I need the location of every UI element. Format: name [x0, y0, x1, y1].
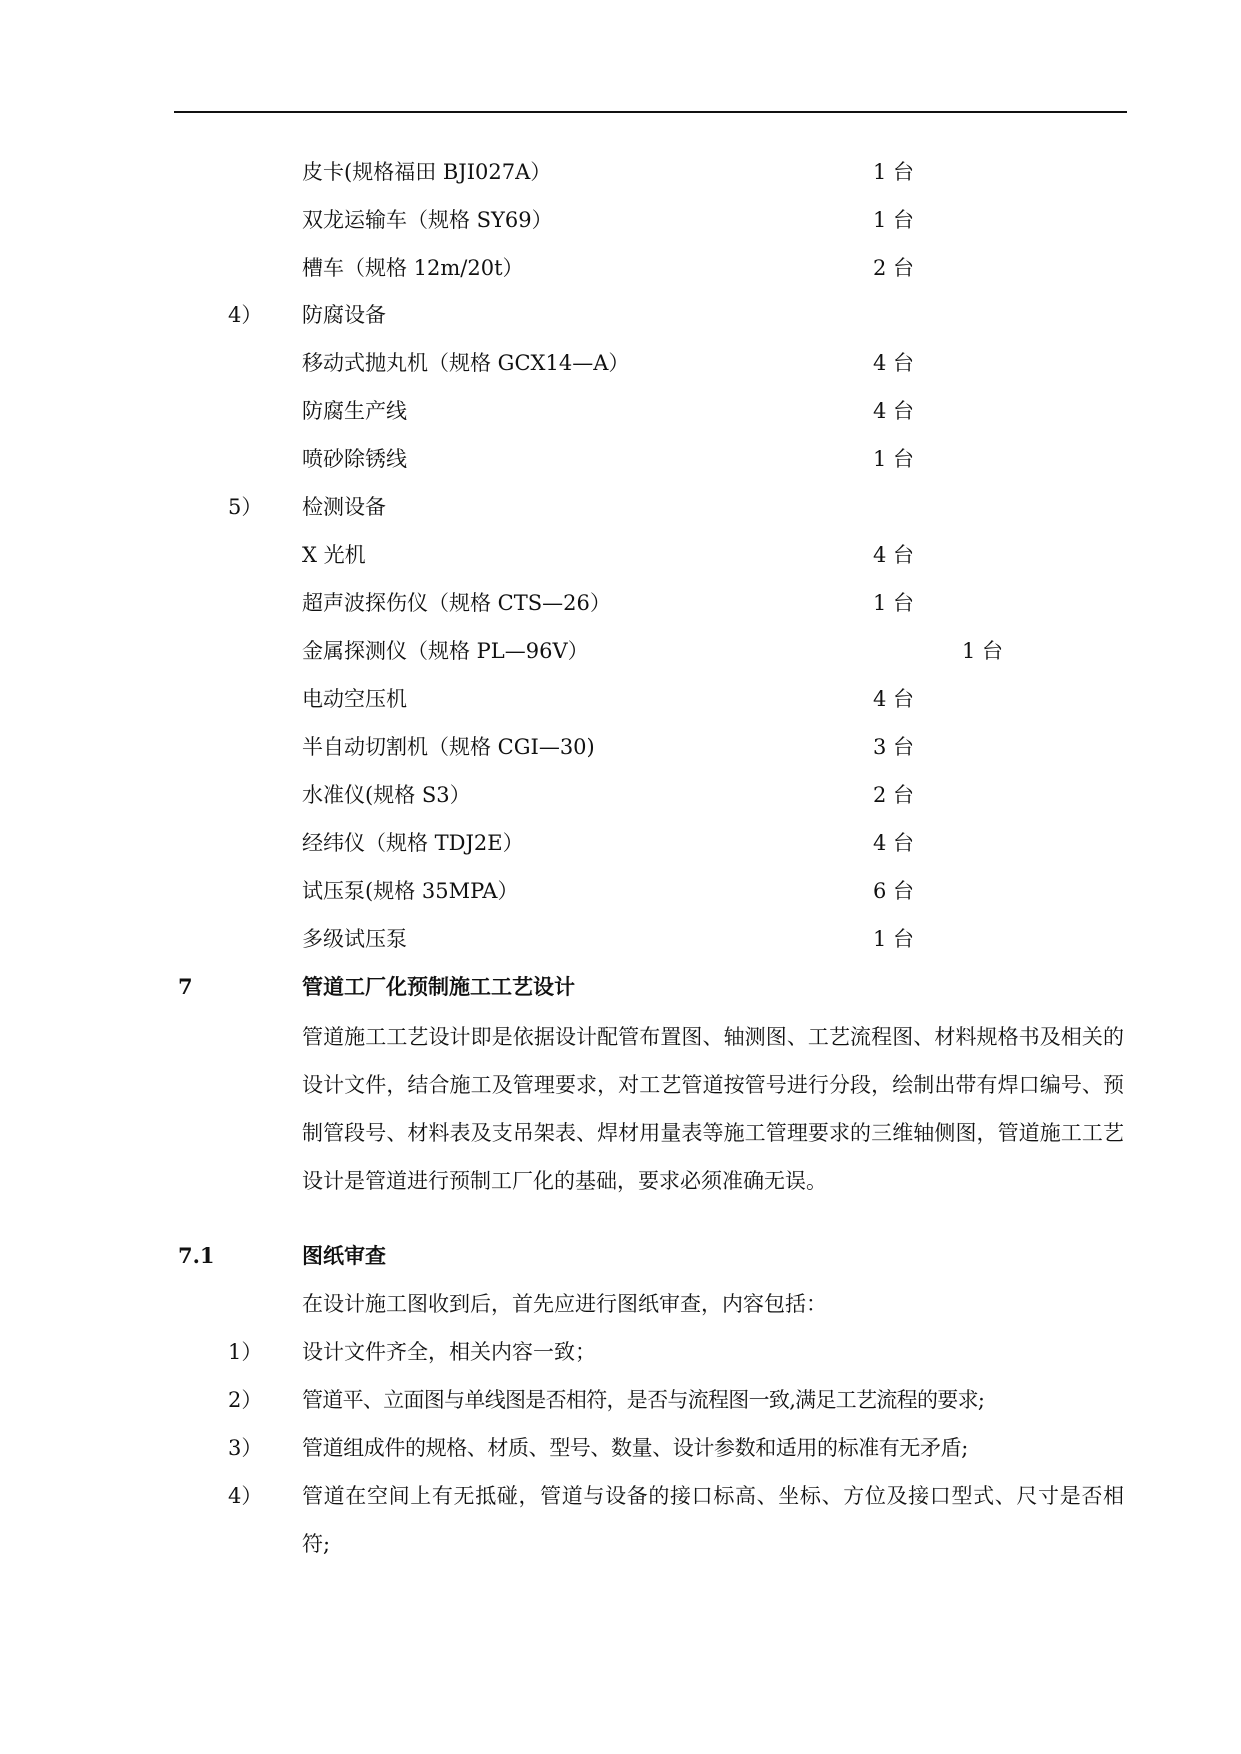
equipment-qty: 6 台	[873, 879, 915, 903]
section-number: 7	[178, 974, 193, 999]
equipment-qty: 4 台	[873, 831, 915, 855]
equipment-name: 水准仪(规格 S3）	[302, 783, 471, 807]
equipment-qty: 1 台	[873, 208, 915, 232]
list-item: 管道在空间上有无抵碰，管道与设备的接口标高、坐标、方位及接口型式、尺寸是否相符;	[302, 1484, 1124, 1556]
equipment-name: 皮卡(规格福田 BJI027A）	[302, 160, 552, 184]
list-item: 设计文件齐全，相关内容一致；	[302, 1340, 596, 1364]
equipment-name: 槽车（规格 12m/20t）	[302, 256, 524, 280]
list-item: 管道平、立面图与单线图是否相符，是否与流程图一致,满足工艺流程的要求;	[302, 1388, 985, 1412]
list-number: 4）	[228, 1484, 263, 1508]
equipment-qty: 1 台	[873, 160, 915, 184]
equipment-qty: 1 台	[873, 927, 915, 951]
list-number: 1）	[228, 1340, 263, 1364]
equipment-qty: 3 台	[873, 735, 915, 759]
equipment-name: 试压泵(规格 35MPA）	[302, 879, 519, 903]
equipment-qty: 1 台	[873, 447, 915, 471]
group-number: 5）	[228, 495, 263, 519]
equipment-qty: 1 台	[873, 591, 915, 615]
equipment-qty: 4 台	[873, 543, 915, 567]
section-body: 管道施工工艺设计即是依据设计配管布置图、轴测图、工艺流程图、材料规格书及相关的设计文件，结合施工及管理要求，对工艺管道按管号进行分段，绘制出带有焊口编号、预制管段号、材料表及支吊架表、焊材用量表等施工管理要求的三维轴侧图，管道施工工艺设计是管道进行预制工厂化的基础，要求必须准确无误。	[302, 1025, 1124, 1193]
equipment-name: 经纬仪（规格 TDJ2E）	[302, 831, 524, 855]
header-rule	[174, 111, 1127, 113]
equipment-name: 超声波探伤仪（规格 CTS—26）	[302, 591, 611, 615]
group-title: 防腐设备	[302, 303, 386, 327]
equipment-name: 双龙运输车（规格 SY69）	[302, 208, 553, 232]
section-title: 图纸审查	[302, 1243, 386, 1268]
equipment-qty: 1 台	[962, 639, 1004, 663]
equipment-name: 喷砂除锈线	[302, 447, 407, 471]
list-number: 2）	[228, 1388, 263, 1412]
equipment-name: 多级试压泵	[302, 927, 407, 951]
equipment-name: 半自动切割机（规格 CGI—30)	[302, 735, 595, 759]
list-number: 3）	[228, 1436, 263, 1460]
group-number: 4）	[228, 303, 263, 327]
section-intro: 在设计施工图收到后，首先应进行图纸审查，内容包括：	[302, 1292, 827, 1316]
equipment-qty: 2 台	[873, 783, 915, 807]
section-title: 管道工厂化预制施工工艺设计	[302, 974, 575, 999]
equipment-name: 移动式抛丸机（规格 GCX14—A）	[302, 351, 630, 375]
equipment-qty: 4 台	[873, 351, 915, 375]
equipment-name: 电动空压机	[302, 687, 407, 711]
equipment-name: 防腐生产线	[302, 399, 407, 423]
equipment-qty: 4 台	[873, 399, 915, 423]
list-item: 管道组成件的规格、材质、型号、数量、设计参数和适用的标准有无矛盾;	[302, 1436, 968, 1460]
equipment-name: X 光机	[302, 543, 366, 567]
group-title: 检测设备	[302, 495, 386, 519]
section-number: 7.1	[178, 1243, 215, 1268]
equipment-name: 金属探测仪（规格 PL—96V）	[302, 639, 589, 663]
equipment-qty: 4 台	[873, 687, 915, 711]
equipment-qty: 2 台	[873, 256, 915, 280]
